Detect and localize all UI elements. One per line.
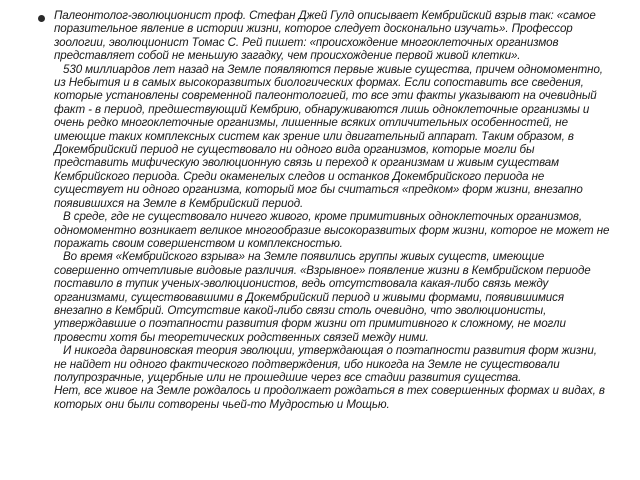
document-text: [54, 9, 610, 411]
bullet-dot: [38, 15, 45, 22]
bullet-paragraph: Палеонтолог-эволюционист проф. Стефан Джей Гулд описывает Кембрийский взрыв так: «самое поразительное явление в истории жизни, которое следует досконально изучать». Профессор зоологии, эволюционист Томас С. Рей пишет: «происхождение многоклеточных организмов представляет собой не меньшую загадку, чем происхождение первой живой клетки».: [54, 9, 596, 63]
paragraph-darwin-theory: И никогда дарвиновская теория эволюции, утверждающая о поэтапности развития форм жизни, не найдет ни одного фактического подтверждения, ибо никогда на Земле не существовали полупрозрачные, ущербные или не прошедшие через все стадии развития существа.: [54, 344, 597, 384]
paragraph-cambrian-explosion: Во время «Кембрийского взрыва» на Земле появились группы живых существ, имеющие совершенно отчетливые видовые различия. «Взрывное» появление жизни в Кембрийском периоде поставило в тупик ученых-эволюционистов, ведь отсутствовала какая-либо связь между организмами, существовавшими в Докембрийский период и живыми формами, появившимися внезапно в Кембрий. Отсутствие какой-либо связи столь очевидно, что эволюционисты, утверждавшие о поэтапности развития форм жизни от примитивного к сложному, не могли провести хотя бы теоретических родственных связей между ними.: [54, 250, 591, 344]
paragraph-precambrian: 530 миллиардов лет назад на Земле появляются первые живые существа, причем одномоментно, из Небытия и в самых высокоразвитых биологических формах. Если сопоставить все сведения, которые установлены современной палеонтологией, то все эти факты указывают на очевидный факт - в период, предшествующий Кембрию, обнаруживаются лишь одноклеточные организмы и очень редко многоклеточные организмы, лишенные всяких отличительных особенностей, не имеющие таких комплексных систем как зрение или двигательный аппарат. Таким образом, в Докембрийский период не существовало ни одного вида организмов, которые могли бы представить мифическую эволюционную связь и переход к организмам и живым существам Кембрийского периода. Среди окаменелых следов и останков Докембрийского периода не существует ни одного организма, который мог бы считаться «предком» форм жизни, внезапно появившихся на Земле в Кембрийский период.: [54, 62, 603, 210]
paragraph-environment: В среде, где не существовало ничего живого, кроме примитивных одноклеточных организмов, одномоментно возникает великое многообразие высокоразвитых форм жизни, которое не может не поражать своим совершенством и комплексностью.: [54, 210, 610, 250]
paragraph-closing: Нет, все живое на Земле рождалось и продолжает рождаться в тех совершенных формах и видах, в которых они были сотворены чьей-то Мудростью и Мощью.: [54, 384, 605, 411]
